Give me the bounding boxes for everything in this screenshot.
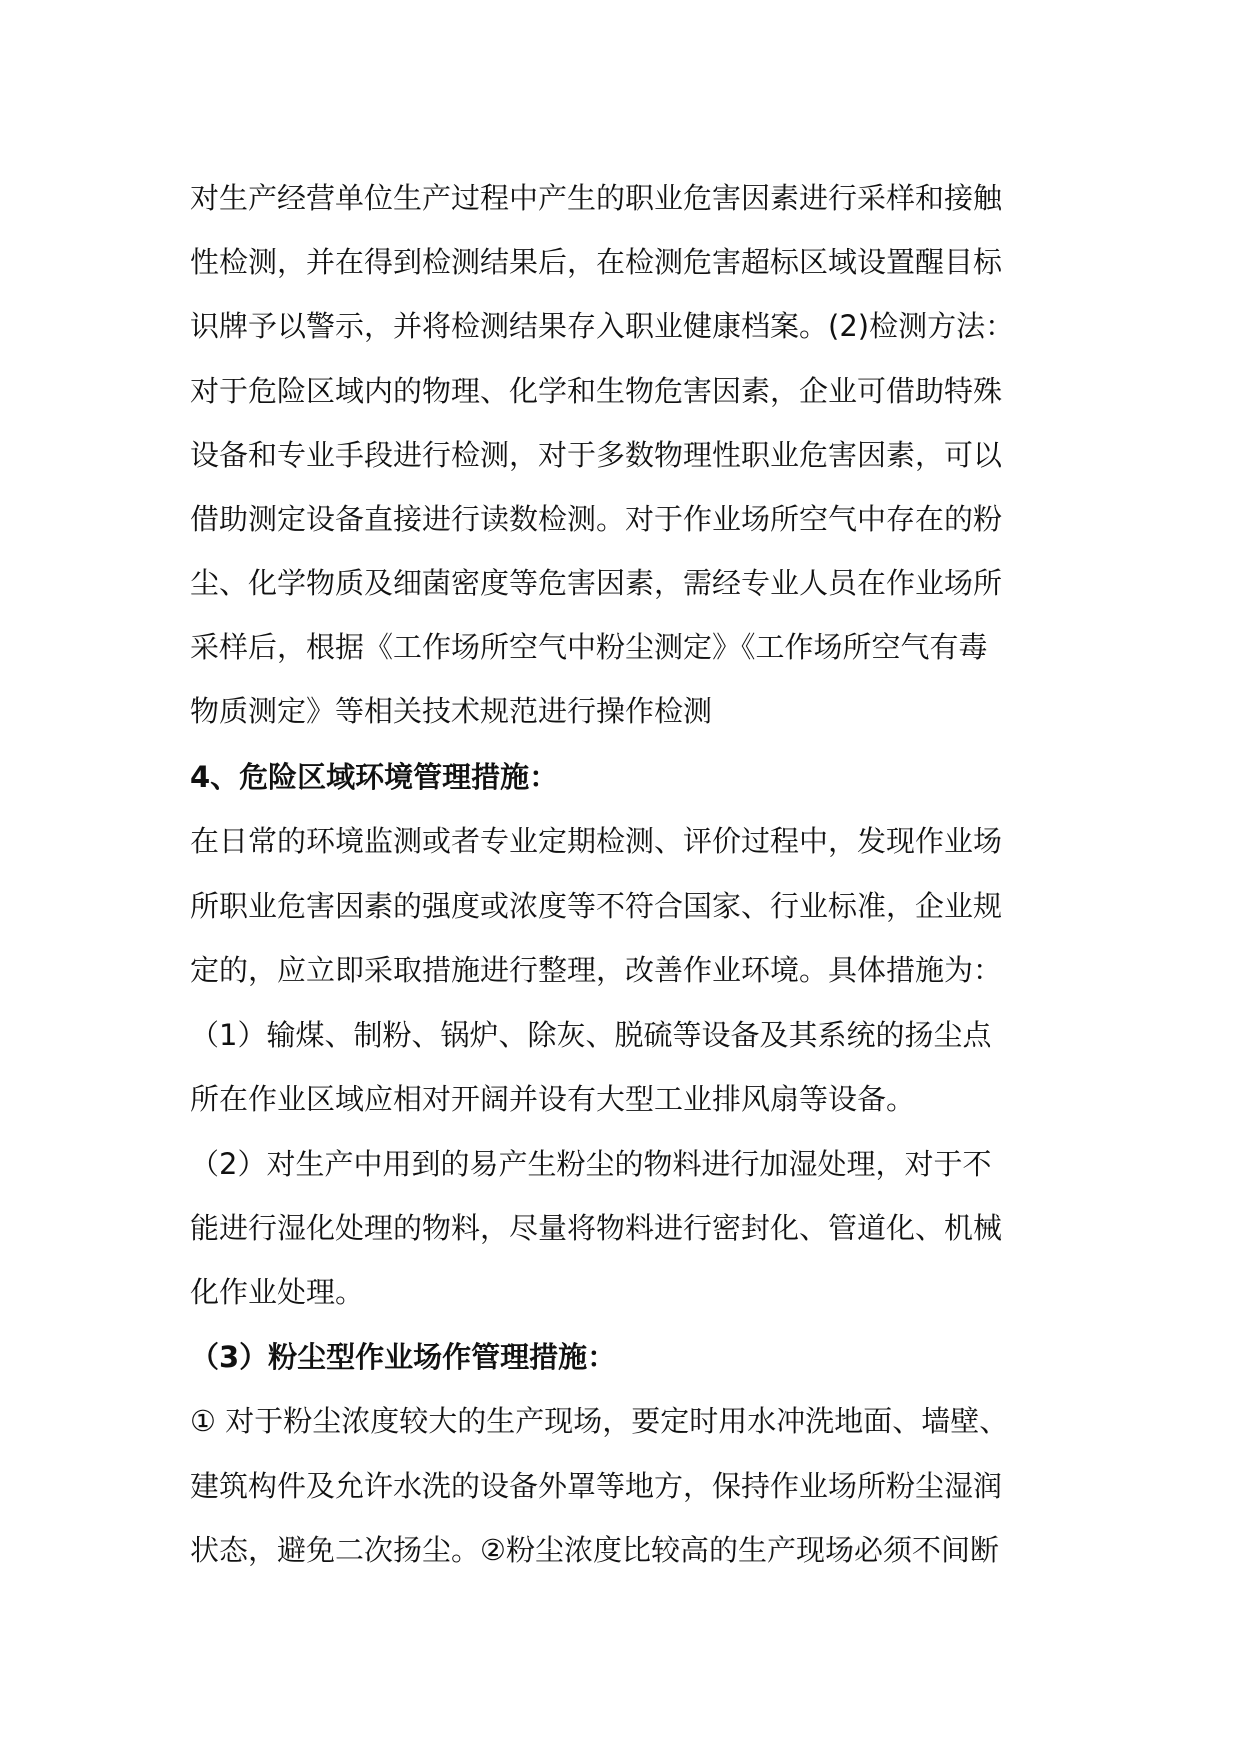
paragraph-line: 对生产经营单位生产过程中产生的职业危害因素进行采样和接触 [190, 181, 1003, 215]
paragraph-line: 所职业危害因素的强度或浓度等不符合国家、行业标准，企业规 [190, 889, 1003, 923]
paragraph-line: 所在作业区域应相对开阔并设有大型工业排风扇等设备。 [190, 1082, 916, 1116]
paragraph-line: 状态，避免二次扬尘。②粉尘浓度比较高的生产现场必须不间断 [190, 1533, 999, 1567]
paragraph-line: 在日常的环境监测或者专业定期检测、评价过程中，发现作业场 [190, 824, 1003, 858]
list-item-line: （2）对生产中用到的易产生粉尘的物料进行加湿处理，对于不 [190, 1147, 992, 1181]
paragraph-line: 识牌予以警示，并将检测结果存入职业健康档案。(2)检测方法： [190, 309, 1015, 343]
paragraph-line: 设备和专业手段进行检测，对于多数物理性职业危害因素，可以 [190, 438, 1003, 472]
paragraph-line: 借助测定设备直接进行读数检测。对于作业场所空气中存在的粉 [190, 502, 1003, 536]
paragraph-line: 尘、化学物质及细菌密度等危害因素，需经专业人员在作业场所 [190, 566, 1003, 600]
list-item-line: （1）输煤、制粉、锅炉、除灰、脱硫等设备及其系统的扬尘点 [190, 1018, 992, 1052]
section-heading: 4、危险区域环境管理措施： [190, 760, 559, 794]
paragraph-line: 性检测，并在得到检测结果后，在检测危害超标区域设置醒目标 [190, 245, 1003, 279]
subsection-heading: （3）粉尘型作业场作管理措施： [190, 1340, 617, 1374]
paragraph-line: 采样后，根据《工作场所空气中粉尘测定》《工作场所空气有毒 [190, 630, 988, 664]
paragraph-line: 建筑构件及允许水洗的设备外罩等地方，保持作业场所粉尘湿润 [190, 1469, 1003, 1503]
paragraph-line: 化作业处理。 [190, 1275, 365, 1309]
paragraph-line: ① 对于粉尘浓度较大的生产现场，要定时用水冲洗地面、墙壁、 [190, 1404, 1009, 1438]
paragraph-line: 对于危险区域内的物理、化学和生物危害因素，企业可借助特殊 [190, 374, 1003, 408]
paragraph-line: 物质测定》等相关技术规范进行操作检测 [190, 694, 713, 728]
paragraph-line: 能进行湿化处理的物料，尽量将物料进行密封化、管道化、机械 [190, 1211, 1003, 1245]
paragraph-line: 定的，应立即采取措施进行整理，改善作业环境。具体措施为： [190, 953, 1003, 987]
